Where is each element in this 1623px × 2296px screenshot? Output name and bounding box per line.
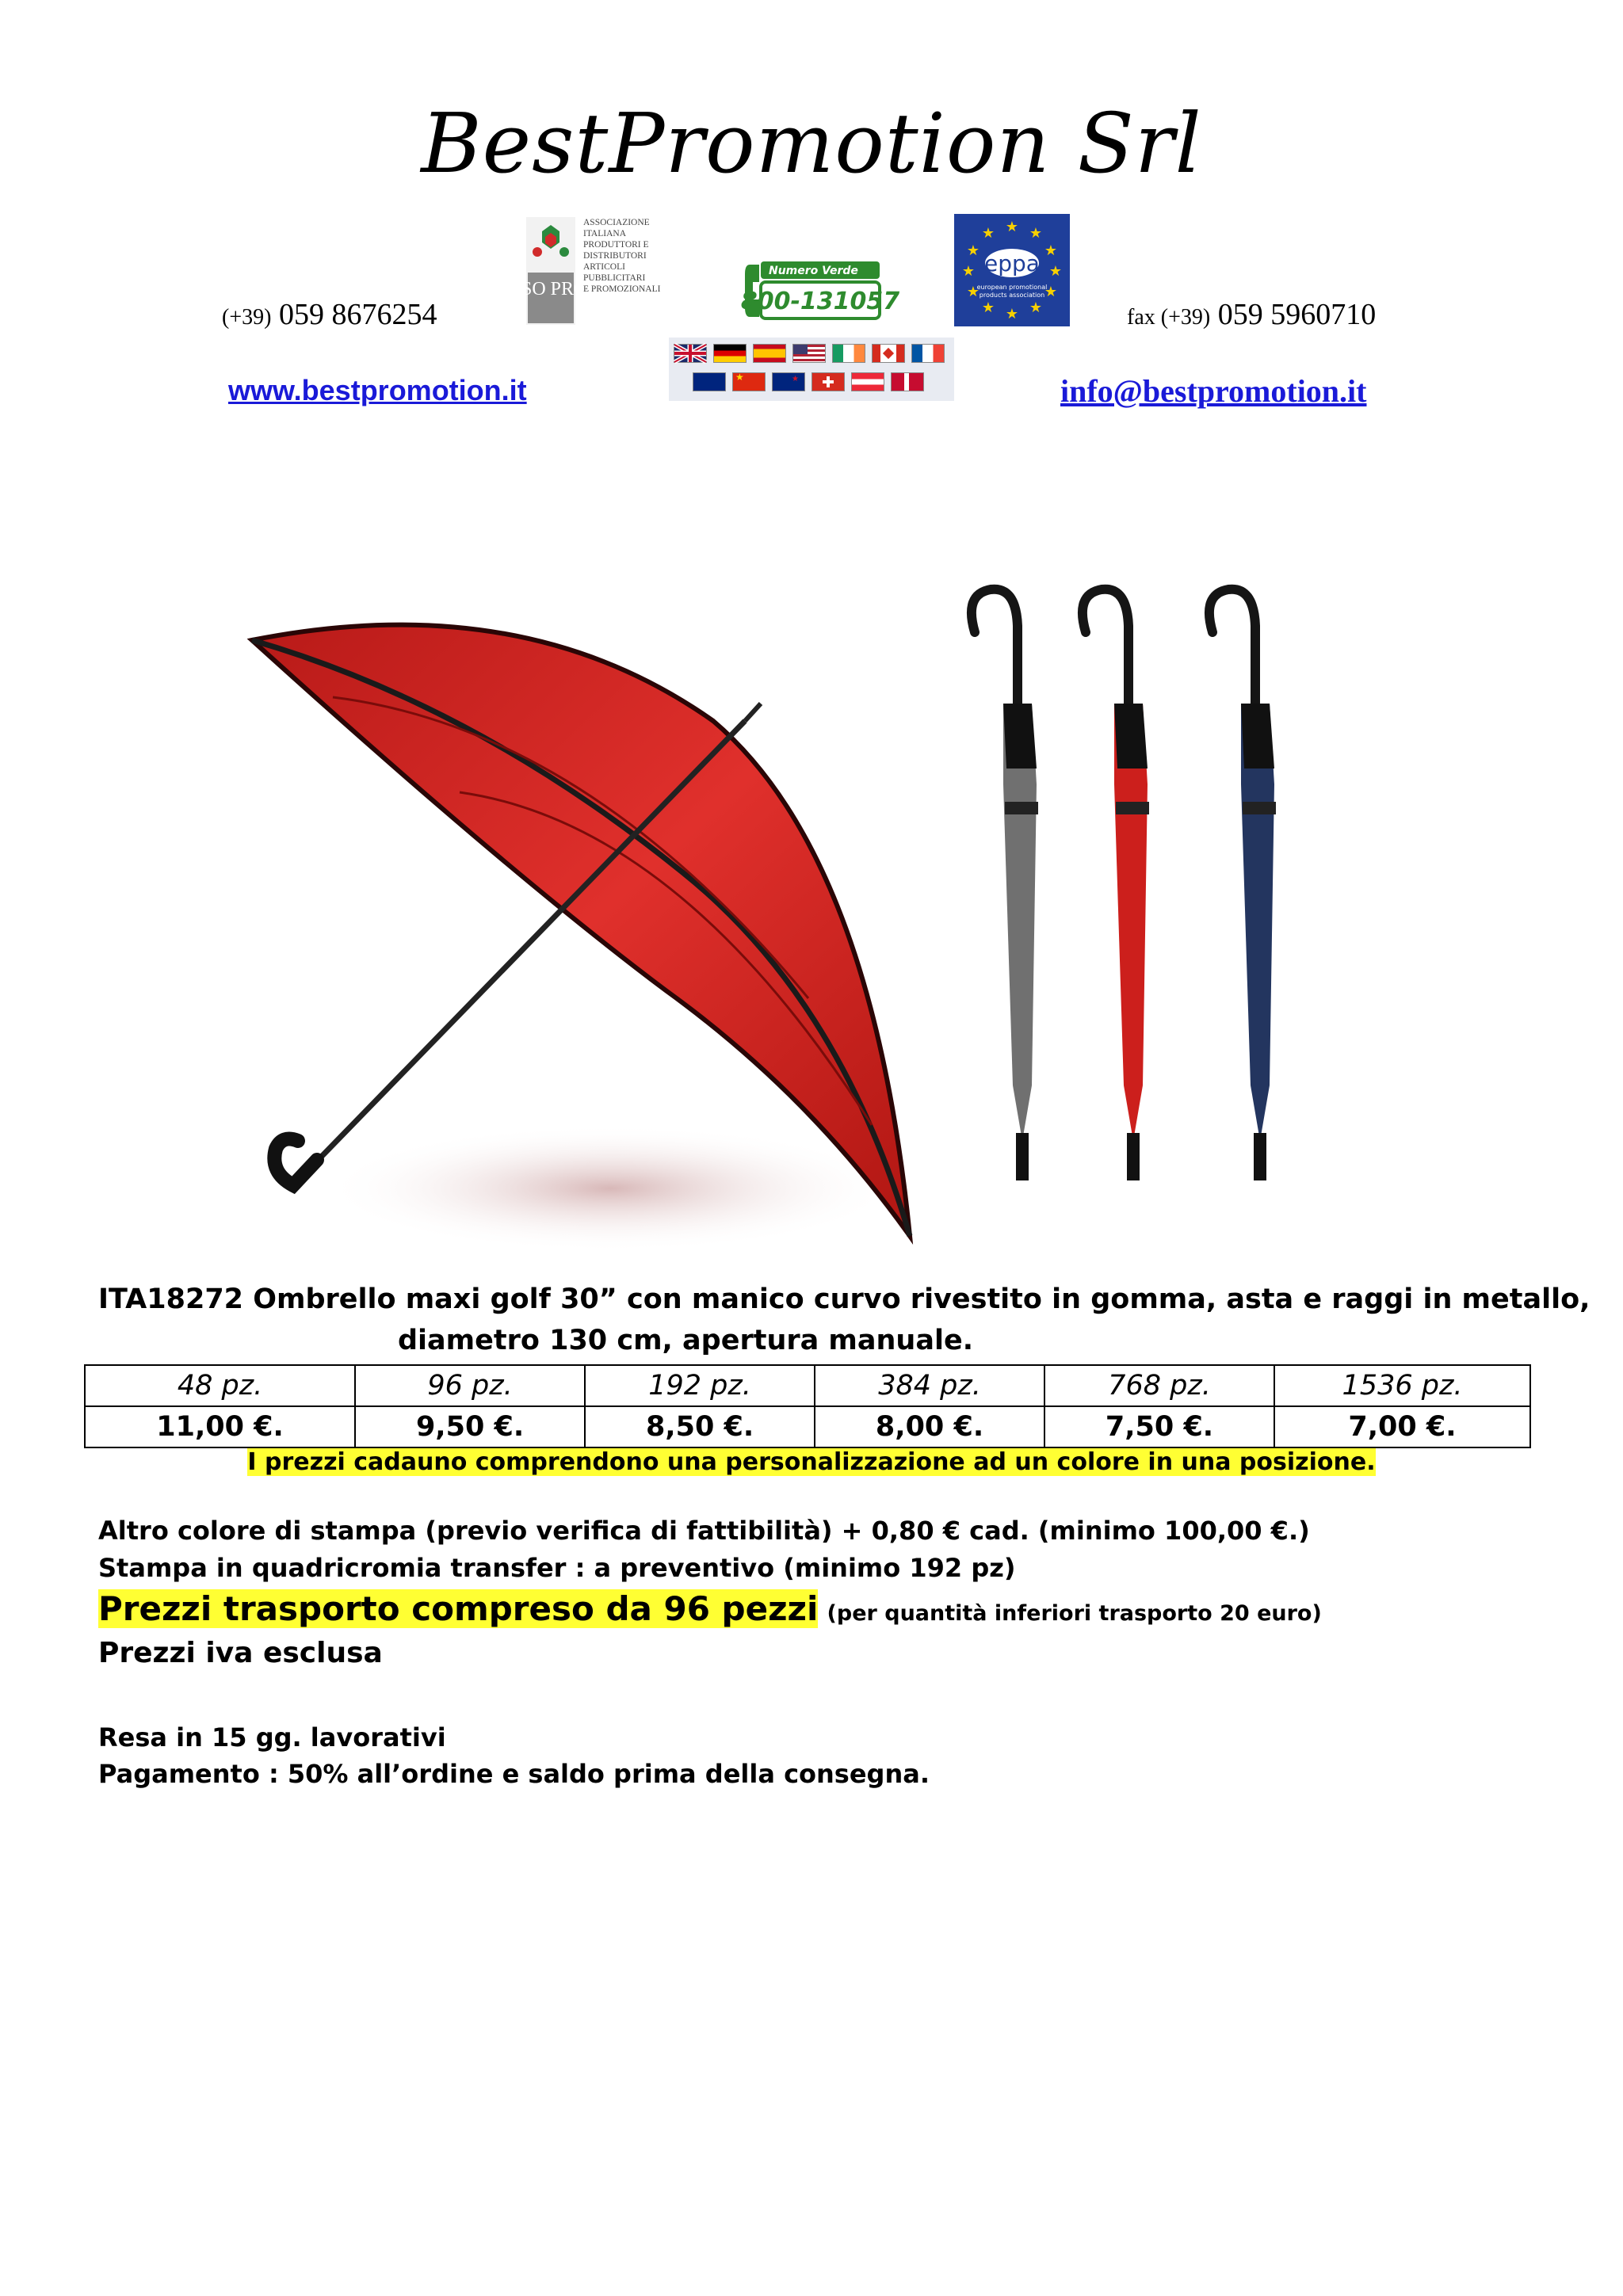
numero-verde-number: 800-131057	[740, 288, 900, 315]
phone-prefix: (+39)	[222, 305, 272, 330]
vat-line: Prezzi iva esclusa	[98, 1637, 383, 1669]
product-image-closed-umbrellas	[943, 578, 1371, 1212]
svg-text:★: ★	[1029, 299, 1043, 316]
price-cell: 9,50 €.	[355, 1406, 585, 1447]
numero-verde-label: Numero Verde	[769, 265, 858, 277]
quantity-cell: 96 pz.	[355, 1365, 585, 1406]
svg-text:★: ★	[1005, 219, 1019, 235]
price-cell: 8,00 €.	[815, 1406, 1044, 1447]
assoprom-text-line: DISTRIBUTORI	[583, 251, 647, 261]
price-cell: 7,50 €.	[1044, 1406, 1274, 1447]
closed-umbrella-navy	[1209, 589, 1276, 1180]
svg-text:★: ★	[1005, 306, 1019, 322]
flag-denmark-icon[interactable]	[891, 372, 924, 391]
svg-text:★: ★	[966, 284, 980, 300]
flag-china-icon[interactable]: ★	[732, 372, 766, 391]
assoprom-text-line: E PROMOZIONALI	[583, 284, 661, 294]
assoprom-text-line: ITALIANA	[583, 229, 627, 238]
svg-text:★: ★	[1029, 225, 1043, 242]
language-flags	[669, 338, 954, 401]
phone-handset-icon	[740, 258, 900, 323]
eu-stars-icon	[954, 214, 1070, 326]
flag-switzerland-icon[interactable]	[812, 372, 845, 391]
transport-note: (per quantità inferiori trasporto 20 euro)	[827, 1601, 1322, 1626]
flag-spain-icon[interactable]	[753, 344, 786, 363]
flag-austria-icon[interactable]	[851, 372, 884, 391]
svg-text:★: ★	[981, 299, 995, 316]
phone-value: 059 8676254	[278, 298, 437, 331]
flag-usa-icon[interactable]	[792, 344, 826, 363]
fax-prefix: fax (+39)	[1127, 305, 1211, 330]
eppa-subtitle: european promotional products association	[976, 284, 1048, 299]
product-image-open-umbrella	[238, 618, 919, 1252]
quantity-cell: 1536 pz.	[1274, 1365, 1530, 1406]
flag-canada-icon[interactable]	[872, 344, 905, 363]
assoprom-text-line: PUBBLICITARI	[583, 273, 646, 283]
quantity-cell: 768 pz.	[1044, 1365, 1274, 1406]
product-title-line1: ITA18272 Ombrello maxi golf 30” con manico curvo rivestito in gomma, asta e raggi in metallo,	[98, 1283, 1591, 1315]
assoprom-text-line: ARTICOLI	[583, 262, 625, 272]
price-cell: 7,00 €.	[1274, 1406, 1530, 1447]
delivery-line: Resa in 15 gg. lavorativi	[98, 1722, 446, 1753]
transport-line	[98, 1589, 1322, 1628]
transport-highlight: Prezzi trasporto compreso da 96 pezzi	[98, 1589, 819, 1628]
flag-germany-icon[interactable]	[713, 344, 747, 363]
quantity-row	[85, 1365, 1530, 1406]
price-row	[85, 1406, 1530, 1447]
quantity-cell: 384 pz.	[815, 1365, 1044, 1406]
eppa-wordmark: eppa	[984, 250, 1040, 277]
extra-color-line: Altro colore di stampa (previo verifica di fattibilità) + 0,80 € cad. (minimo 100,00 €.)	[98, 1516, 1310, 1546]
svg-text:★: ★	[981, 225, 995, 242]
price-table	[84, 1364, 1531, 1448]
fax-value: 059 5960710	[1217, 298, 1377, 331]
quadricromia-line: Stampa in quadricromia transfer : a preventivo (minimo 192 pz)	[98, 1553, 1016, 1583]
price-note-text: I prezzi cadauno comprendono una personalizzazione ad un colore in una posizione.	[247, 1448, 1376, 1476]
svg-text:★: ★	[1048, 263, 1063, 280]
flag-new-zealand-icon[interactable]: ★	[772, 372, 805, 391]
eppa-logo	[954, 214, 1070, 326]
price-note	[0, 1448, 1623, 1476]
company-name: BestPromotion Srl	[421, 95, 1202, 192]
svg-text:★: ★	[1044, 242, 1058, 259]
email-link[interactable]: info@bestpromotion.it	[1060, 373, 1367, 409]
price-cell: 11,00 €.	[85, 1406, 355, 1447]
flag-france-icon[interactable]	[911, 344, 945, 363]
svg-text:★: ★	[966, 242, 980, 259]
svg-text:★: ★	[1044, 284, 1058, 300]
quantity-cell: 192 pz.	[585, 1365, 815, 1406]
assoprom-caption	[583, 217, 660, 295]
assoprom-text-line: PRODUTTORI E	[583, 240, 649, 250]
assoprom-text-line: ASSOCIAZIONE	[583, 218, 650, 227]
price-cell: 8,50 €.	[585, 1406, 815, 1447]
flag-ireland-icon[interactable]	[832, 344, 865, 363]
numero-verde-logo	[740, 258, 900, 323]
fax-number	[1127, 297, 1376, 332]
flag-uk-icon[interactable]	[674, 344, 707, 363]
closed-umbrella-red	[1083, 589, 1149, 1180]
quantity-cell: 48 pz.	[85, 1365, 355, 1406]
closed-umbrella-grey	[972, 589, 1038, 1180]
product-title-line2: diametro 130 cm, apertura manuale.	[398, 1325, 973, 1356]
assoprom-logo	[497, 215, 683, 326]
phone-number	[222, 297, 437, 332]
svg-text:★: ★	[961, 263, 976, 280]
assoprom-mark-asso: ASSO PROM	[497, 279, 605, 299]
payment-line: Pagamento : 50% all’ordine e saldo prima della consegna.	[98, 1759, 930, 1789]
website-link[interactable]: www.bestpromotion.it	[228, 374, 527, 406]
flag-australia-icon[interactable]	[693, 372, 726, 391]
